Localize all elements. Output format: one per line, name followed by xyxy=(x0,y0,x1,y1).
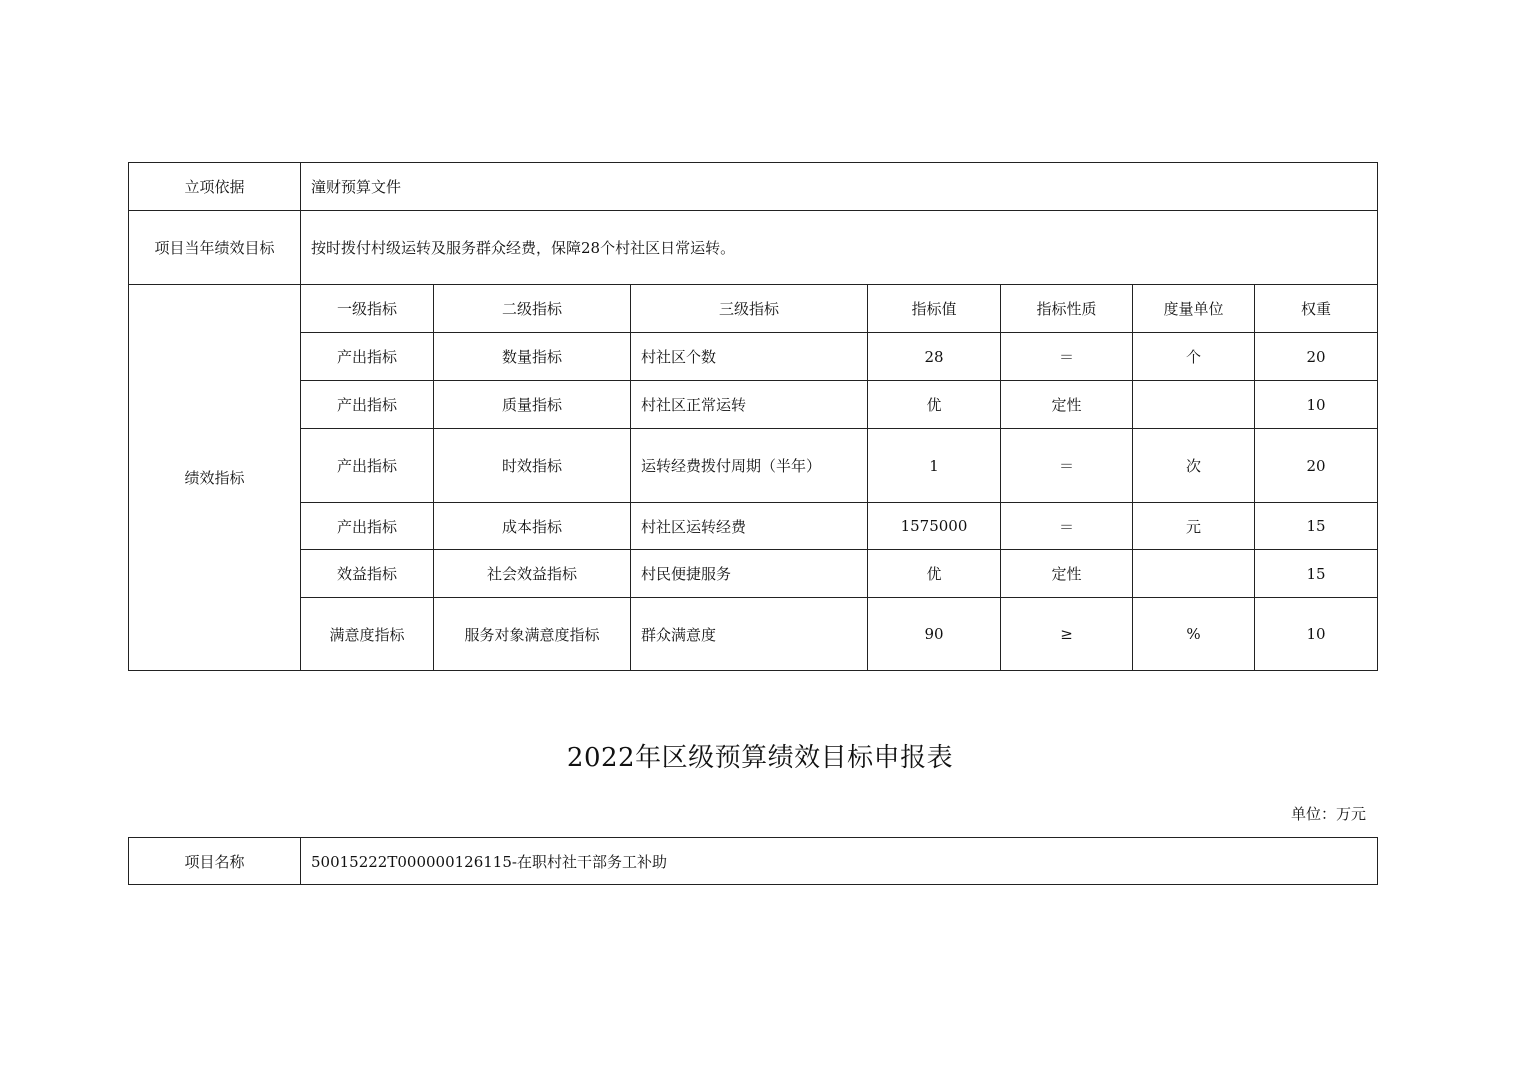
goal-row xyxy=(129,211,1378,285)
header-level2: 二级指标 xyxy=(434,285,631,333)
row-unit: 次 xyxy=(1133,429,1255,503)
row-level2: 服务对象满意度指标 xyxy=(434,598,631,671)
row-weight: 10 xyxy=(1255,381,1378,429)
row-level1: 效益指标 xyxy=(301,550,434,598)
basis-label: 立项依据 xyxy=(129,163,301,211)
performance-target-table xyxy=(128,162,1378,671)
row-level3: 村社区运转经费 xyxy=(631,503,868,550)
row-weight: 20 xyxy=(1255,333,1378,381)
project-name-label: 项目名称 xyxy=(129,838,301,885)
row-level3: 群众满意度 xyxy=(631,598,868,671)
goal-label: 项目当年绩效目标 xyxy=(129,211,301,285)
row-value: 优 xyxy=(868,381,1001,429)
row-weight: 15 xyxy=(1255,503,1378,550)
row-unit xyxy=(1133,381,1255,429)
row-nature: ＝ xyxy=(1001,429,1133,503)
row-unit: 个 xyxy=(1133,333,1255,381)
indicator-header-row xyxy=(129,285,1378,333)
table-row xyxy=(129,333,1378,381)
table-row xyxy=(129,598,1378,671)
row-value: 90 xyxy=(868,598,1001,671)
row-nature: ＝ xyxy=(1001,503,1133,550)
project-name-row xyxy=(129,838,1378,885)
row-weight: 10 xyxy=(1255,598,1378,671)
header-value: 指标值 xyxy=(868,285,1001,333)
row-unit: 元 xyxy=(1133,503,1255,550)
row-level3: 运转经费拨付周期（半年） xyxy=(631,429,868,503)
unit-label: 单位：万元 xyxy=(1290,805,1366,823)
basis-value: 潼财预算文件 xyxy=(301,163,1378,211)
row-level1: 产出指标 xyxy=(301,381,434,429)
row-level2: 质量指标 xyxy=(434,381,631,429)
row-level3: 村民便捷服务 xyxy=(631,550,868,598)
row-nature: ≥ xyxy=(1001,598,1133,671)
row-level1: 产出指标 xyxy=(301,429,434,503)
row-weight: 15 xyxy=(1255,550,1378,598)
header-level3: 三级指标 xyxy=(631,285,868,333)
row-unit: % xyxy=(1133,598,1255,671)
row-nature: 定性 xyxy=(1001,381,1133,429)
header-nature: 指标性质 xyxy=(1001,285,1133,333)
basis-row xyxy=(129,163,1378,211)
row-level2: 社会效益指标 xyxy=(434,550,631,598)
page-title: 2022年区级预算绩效目标申报表 xyxy=(566,743,954,773)
goal-value: 按时拨付村级运转及服务群众经费，保障28个村社区日常运转。 xyxy=(301,211,1378,285)
row-nature: 定性 xyxy=(1001,550,1133,598)
row-value: 1575000 xyxy=(868,503,1001,550)
header-unit: 度量单位 xyxy=(1133,285,1255,333)
row-unit xyxy=(1133,550,1255,598)
header-level1: 一级指标 xyxy=(301,285,434,333)
row-value: 28 xyxy=(868,333,1001,381)
table-row xyxy=(129,381,1378,429)
row-nature: ＝ xyxy=(1001,333,1133,381)
indicators-label: 绩效指标 xyxy=(129,285,301,671)
row-level3: 村社区个数 xyxy=(631,333,868,381)
project-name-value: 50015222T000000126115-在职村社干部务工补助 xyxy=(301,838,1378,885)
table-row xyxy=(129,429,1378,503)
row-level2: 数量指标 xyxy=(434,333,631,381)
row-value: 1 xyxy=(868,429,1001,503)
row-level2: 时效指标 xyxy=(434,429,631,503)
row-value: 优 xyxy=(868,550,1001,598)
row-weight: 20 xyxy=(1255,429,1378,503)
header-weight: 权重 xyxy=(1255,285,1378,333)
row-level1: 满意度指标 xyxy=(301,598,434,671)
row-level1: 产出指标 xyxy=(301,333,434,381)
project-name-table xyxy=(128,837,1378,885)
table-row xyxy=(129,503,1378,550)
row-level1: 产出指标 xyxy=(301,503,434,550)
row-level3: 村社区正常运转 xyxy=(631,381,868,429)
table-row xyxy=(129,550,1378,598)
row-level2: 成本指标 xyxy=(434,503,631,550)
